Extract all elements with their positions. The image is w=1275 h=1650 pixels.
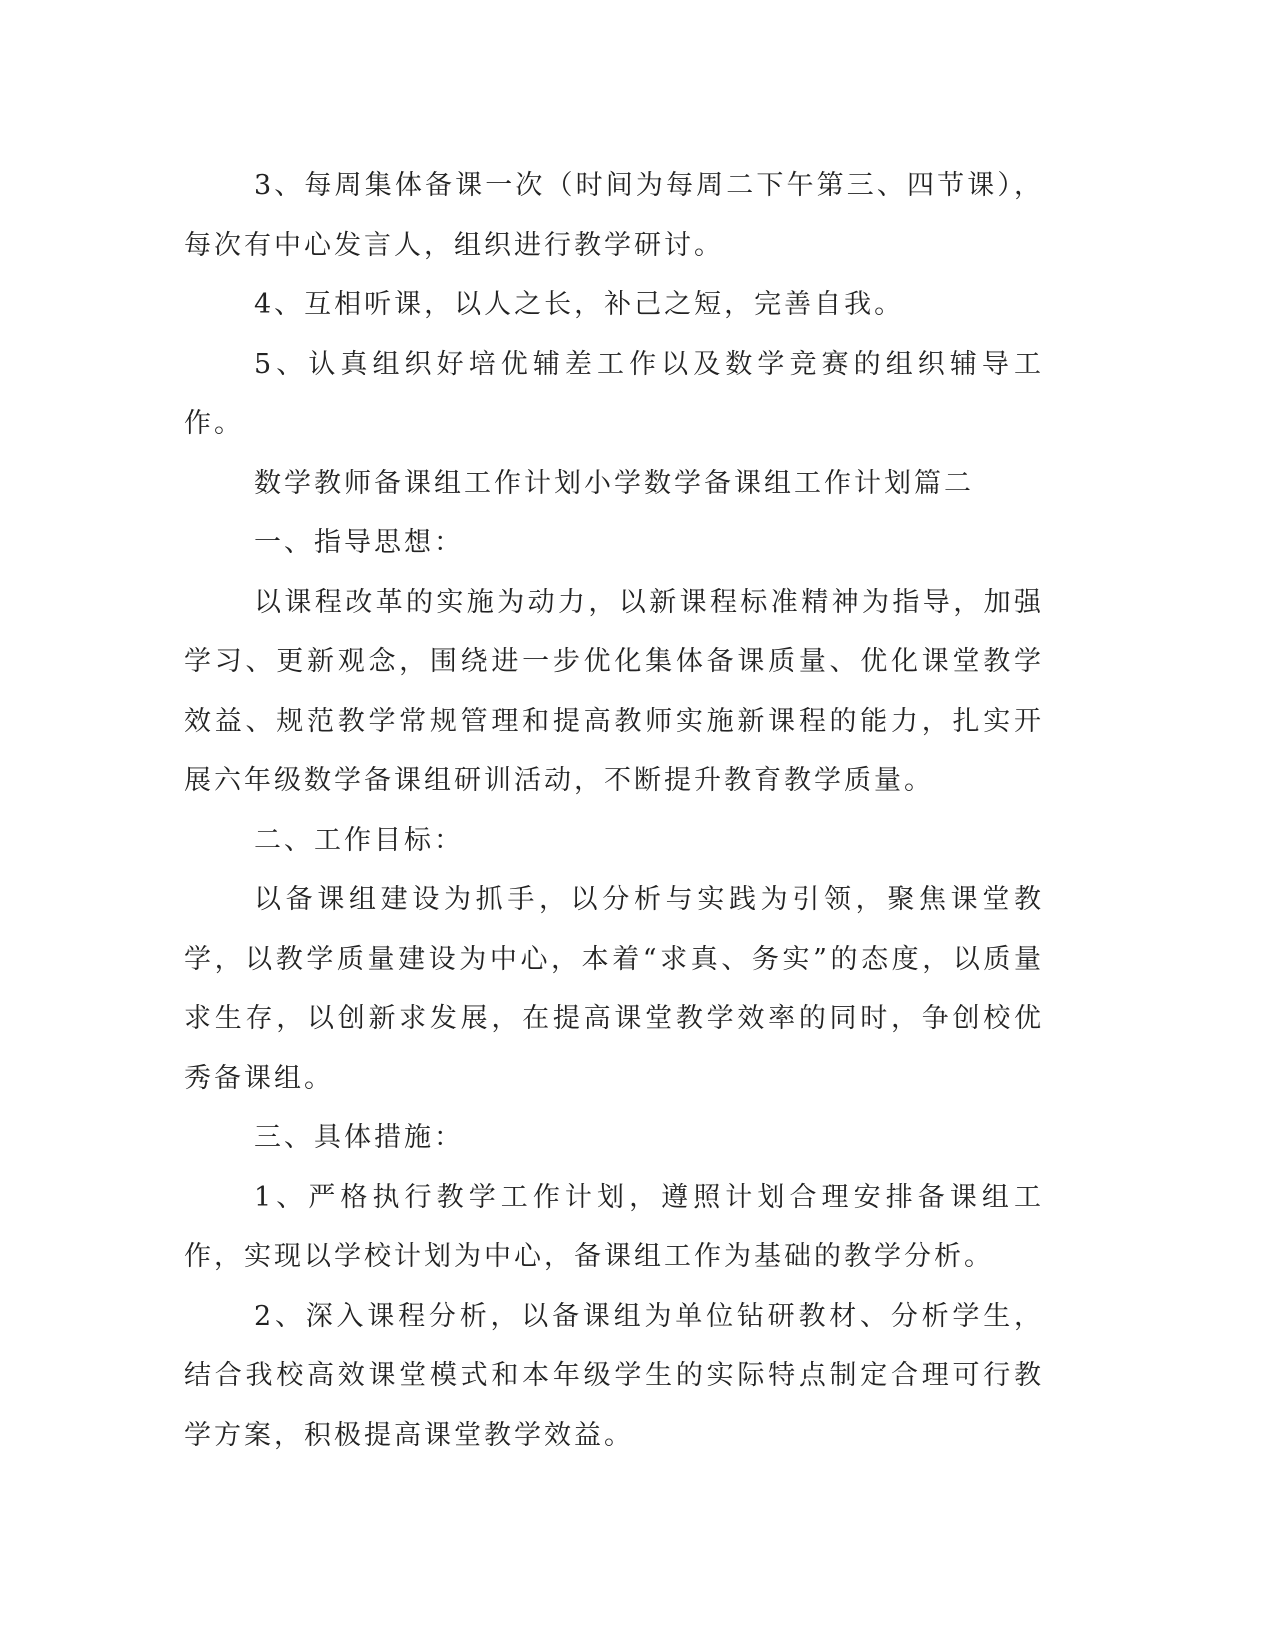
paragraph-item-4: 4、互相听课，以人之长，补己之短，完善自我。 (254, 289, 905, 320)
paragraph-work-goals: 以备课组建设为抓手，以分析与实践为引领，聚焦课堂教学，以教学质量建设为中心，本着“求真、务实”的态度，以质量求生存，以创新求发展，在提高课堂教学效率的同时，争创校优秀备课组。 (184, 884, 1044, 1094)
document-body (184, 156, 1044, 1465)
paragraph-item-5: 5、认真组织好培优辅差工作以及数学竞赛的组织辅导工作。 (184, 348, 1044, 439)
section-title: 数学教师备课组工作计划小学数学备课组工作计划篇二 (254, 467, 974, 499)
paragraph-item-3: 3、每周集体备课一次（时间为每周二下午第三、四节课），每次有中心发言人，组织进行教学研讨。 (184, 170, 1044, 261)
heading-specific-measures: 三、具体措施： (254, 1122, 464, 1153)
paragraph-measure-2: 2、深入课程分析，以备课组为单位钻研教材、分析学生，结合我校高效课堂模式和本年级学生的实际特点制定合理可行教学方案，积极提高课堂教学效益。 (184, 1300, 1044, 1451)
paragraph-measure-1: 1、严格执行教学工作计划，遵照计划合理安排备课组工作，实现以学校计划为中心，备课组工作为基础的教学分析。 (184, 1181, 1044, 1272)
heading-guiding-thought: 一、指导思想： (254, 527, 464, 558)
paragraph-guiding-thought: 以课程改革的实施为动力，以新课程标准精神为指导，加强学习、更新观念，围绕进一步优化集体备课质量、优化课堂教学效益、规范教学常规管理和提高教师实施新课程的能力，扎实开展六年级数学备课组研训活动，不断提升教育教学质量。 (184, 586, 1044, 796)
heading-work-goals: 二、工作目标： (254, 824, 464, 856)
